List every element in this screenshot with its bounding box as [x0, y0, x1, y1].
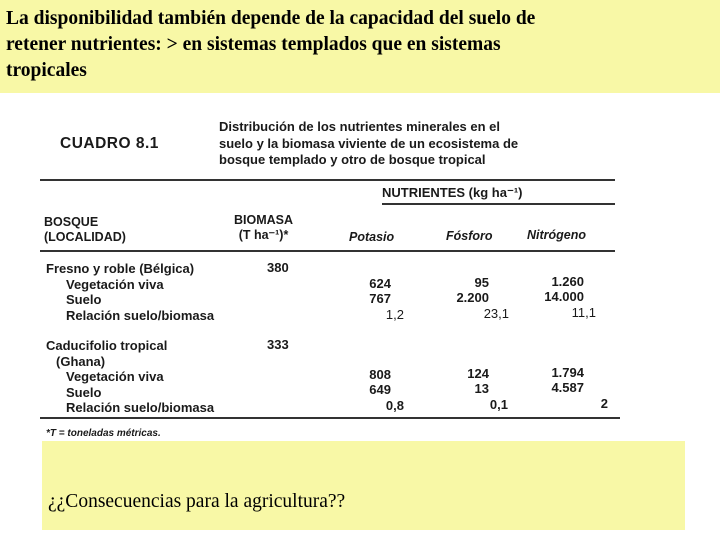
col-biomasa-line: (T ha⁻¹)* [238, 228, 289, 242]
nitrogeno-value: 1.794 [551, 365, 584, 380]
nitrogeno-value: 4.587 [551, 380, 584, 395]
fosforo-value: 124 [467, 366, 489, 381]
header-line: retener nutrientes: > en sistemas templados que en sistemas [6, 34, 501, 55]
fosforo-value: 2.200 [456, 290, 489, 305]
potasio-value: 808 [369, 367, 391, 382]
col-bosque-line: BOSQUE [44, 215, 99, 229]
fosforo-value: 95 [474, 275, 489, 290]
table-rule [40, 417, 620, 419]
question-text: ¿¿Consecuencias para la agricultura?? [48, 491, 346, 512]
cuadro-number: CUADRO 8.1 [60, 135, 159, 152]
nitrogeno-value: 14.000 [544, 289, 584, 304]
col-bosque-line: (LOCALIDAD) [44, 230, 126, 244]
col-nitrogeno: Nitrógeno [527, 228, 587, 242]
col-biomasa-line: BIOMASA [234, 213, 294, 227]
table-rule [382, 203, 615, 205]
footnote: *T = toneladas métricas. [46, 428, 161, 439]
row-label: Relación suelo/biomasa [66, 400, 215, 415]
section-subtitle: (Ghana) [56, 354, 106, 369]
row-label: Suelo [66, 385, 102, 400]
table-rule [40, 179, 615, 181]
row-label: Vegetación viva [66, 369, 164, 384]
col-fosforo: Fósforo [446, 229, 493, 243]
potasio-value: 767 [369, 291, 391, 306]
nitrogeno-value: 11,1 [571, 305, 596, 320]
description-line: bosque templado y otro de bosque tropical [219, 152, 486, 167]
section-title: Caducifolio tropical [46, 338, 168, 353]
fosforo-value: 13 [474, 381, 489, 396]
nitrogeno-value: 2 [600, 396, 608, 411]
col-potasio: Potasio [349, 230, 395, 244]
header-statement [0, 0, 720, 93]
col-bosque [44, 215, 126, 245]
row-label: Relación suelo/biomasa [66, 308, 215, 323]
fosforo-value: 0,1 [489, 397, 508, 412]
col-biomasa [234, 213, 293, 243]
biomasa-value: 380 [267, 260, 289, 275]
fosforo-value: 23,1 [483, 306, 509, 321]
scanned-table [22, 93, 642, 443]
section-title: Fresno y roble (Bélgica) [46, 261, 195, 276]
nitrogeno-value: 1.260 [551, 274, 584, 289]
header-line: La disponibilidad también depende de la capacidad del suelo de [6, 8, 536, 29]
question-box [42, 441, 685, 530]
biomasa-value: 333 [267, 337, 289, 352]
potasio-value: 649 [369, 382, 391, 397]
table-rule [40, 250, 615, 252]
header-line: tropicales [6, 60, 87, 81]
potasio-value: 0,8 [385, 398, 404, 413]
description-line: suelo y la biomasa viviente de un ecosistema de [219, 135, 519, 151]
description-line: Distribución de los nutrientes minerales en el [219, 119, 501, 134]
row-label: Suelo [66, 292, 102, 307]
cuadro-description [219, 119, 619, 169]
potasio-value: 624 [369, 276, 391, 291]
potasio-value: 1,2 [385, 307, 404, 322]
nutrients-header: NUTRIENTES (kg ha⁻¹) [382, 185, 523, 200]
row-label: Vegetación viva [66, 277, 164, 292]
